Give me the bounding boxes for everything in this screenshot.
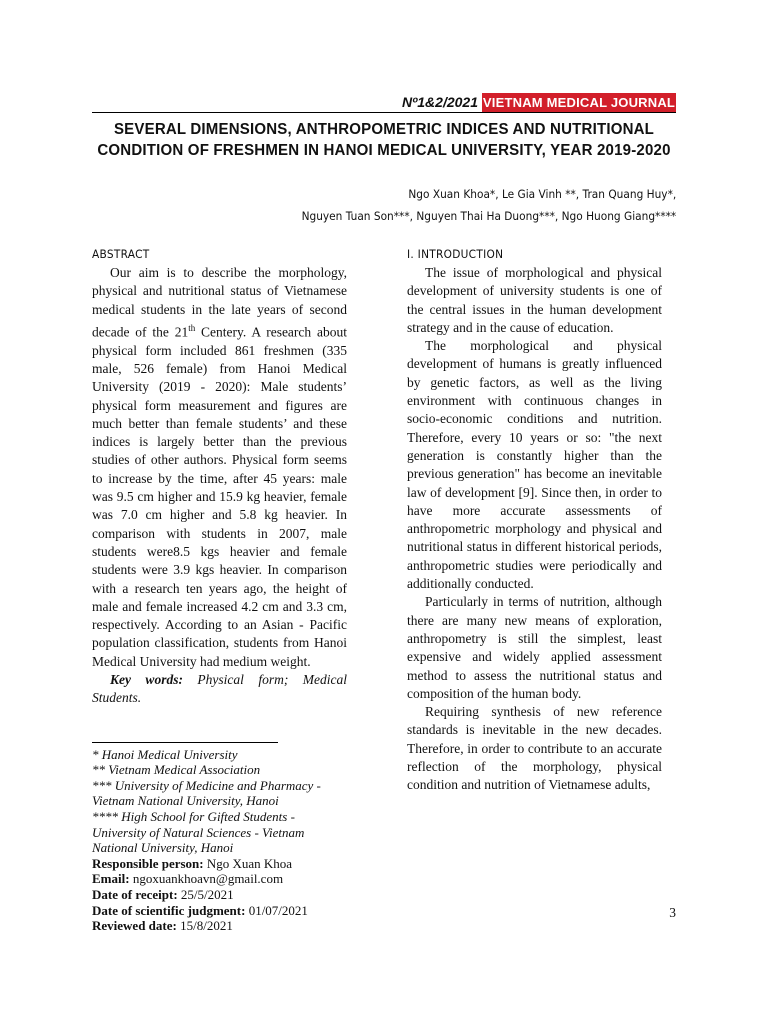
intro-paragraph-3: Particularly in terms of nutrition, although there are many new means of exploration, anthropometry is still the simplest, least expensive and widely applied assessment method to assess the nutritional status and composition of the human body. <box>407 594 662 701</box>
receipt-label: Date of receipt: <box>92 886 178 902</box>
intro-paragraph-1: The issue of morphological and physical development of university students is one of the central issues in the human development strategy and in the cause of education. <box>407 265 662 335</box>
email-label: Email: <box>92 871 130 887</box>
judgment-value: 01/07/2021 <box>245 902 308 918</box>
reviewed-value: 15/8/2021 <box>176 918 233 934</box>
author-list <box>301 183 676 227</box>
footnote-1: * Hanoi Medical University <box>92 746 238 762</box>
judgment-date <box>92 903 347 919</box>
footnote-2: ** Vietnam Medical Association <box>92 762 261 778</box>
right-column <box>407 244 662 795</box>
abstract-heading: ABSTRACT <box>92 247 150 261</box>
keywords-label: Key words: <box>110 672 183 688</box>
keywords-value: Physical form; Medical Students. <box>92 672 348 706</box>
reviewed-date <box>92 918 347 934</box>
issue-number: Nº1&2/2021 <box>402 94 478 110</box>
intro-paragraph-4: Requiring synthesis of new reference standards is inevitable in the new decades. Therefore, in order to contribute to an accurate reflection of the morphology, physical condition and nutrition of Vietnamese adults, <box>407 704 662 793</box>
footnote-divider <box>92 742 278 743</box>
email-line <box>92 871 347 887</box>
title-line-1: SEVERAL DIMENSIONS, ANTHROPOMETRIC INDICES AND NUTRITIONAL <box>113 121 655 138</box>
article-title <box>79 119 688 161</box>
judgment-label: Date of scientific judgment: <box>92 902 246 918</box>
running-header <box>92 93 676 113</box>
abstract-superscript: th <box>188 322 196 333</box>
responsible-value: Ngo Xuan Khoa <box>203 855 293 871</box>
reviewed-label: Reviewed date: <box>92 918 177 934</box>
receipt-value: 25/5/2021 <box>177 886 234 902</box>
journal-name-band: VIETNAM MEDICAL JOURNAL <box>482 95 676 110</box>
page-number: 3 <box>669 905 676 920</box>
intro-paragraph-2: The morphological and physical development of humans is greatly influenced by genetic factors, as well as the living environment with continuous changes in socio-economic conditions and nutrition. Therefore, every 10 years or so: "the next generation is constantly higher than the previous generation" has become an inevitable law of development [9]. Since then, in order to have more accurate assessments of anthropometric morphology and physical and nutritional status in different historical periods, anthropometric studies were periodically and additionally conducted. <box>407 338 662 592</box>
keywords <box>92 671 347 708</box>
left-column <box>92 244 347 934</box>
title-line-2: CONDITION OF FRESHMEN IN HANOI MEDICAL UNIVERSITY, YEAR 2019-2020 <box>97 142 671 159</box>
authors-line-2: Nguyen Tuan Son***, Nguyen Thai Ha Duong***, Ngo Huong Giang**** <box>301 209 676 223</box>
authors-line-1: Ngo Xuan Khoa*, Le Gia Vinh **, Tran Quang Huy*, <box>408 187 676 201</box>
email-value[interactable]: ngoxuankhoavn@gmail.com <box>129 871 284 887</box>
footnote-3: *** University of Medicine and Pharmacy - Vietnam National University, Hanoi <box>92 777 321 809</box>
abstract-body <box>92 264 347 671</box>
abstract-text-a: Our aim is to describe the morphology, physical and nutritional status of Vietnamese medical students in the late years of second decade of the 21 <box>92 265 347 340</box>
abstract-text-b: Centery. A research about physical form included 861 freshmen (335 male, 526 female) from Hanoi Medical University (2019 - 2020): Male students’ physical form measurement and figures are much better than female students’ and these indices is largely better than the previous studies of other authors. Physical form seems to increase by the time, after 45 years: male was 9.5 cm higher and 15.9 kg heavier, female was 7.0 cm higher and 5.8 kg heavier. In comparison with students in 2007, male students were8.5 kgs heavier and female students were 3.9 kgs heavier. In comparison with a research ten years ago, the height of male and female increased 4.2 cm and 3.3 cm, respectively. According to an Asian - Pacific population classification, students from Hanoi Medical University had medium weight. <box>92 324 347 669</box>
responsible-label: Responsible person: <box>92 855 204 871</box>
footnote-4: **** High School for Gifted Students - University of Natural Sciences - Vietnam National University, Hanoi <box>92 809 305 856</box>
introduction-heading: I. INTRODUCTION <box>407 247 504 261</box>
responsible-person <box>92 856 347 872</box>
receipt-date <box>92 887 347 903</box>
